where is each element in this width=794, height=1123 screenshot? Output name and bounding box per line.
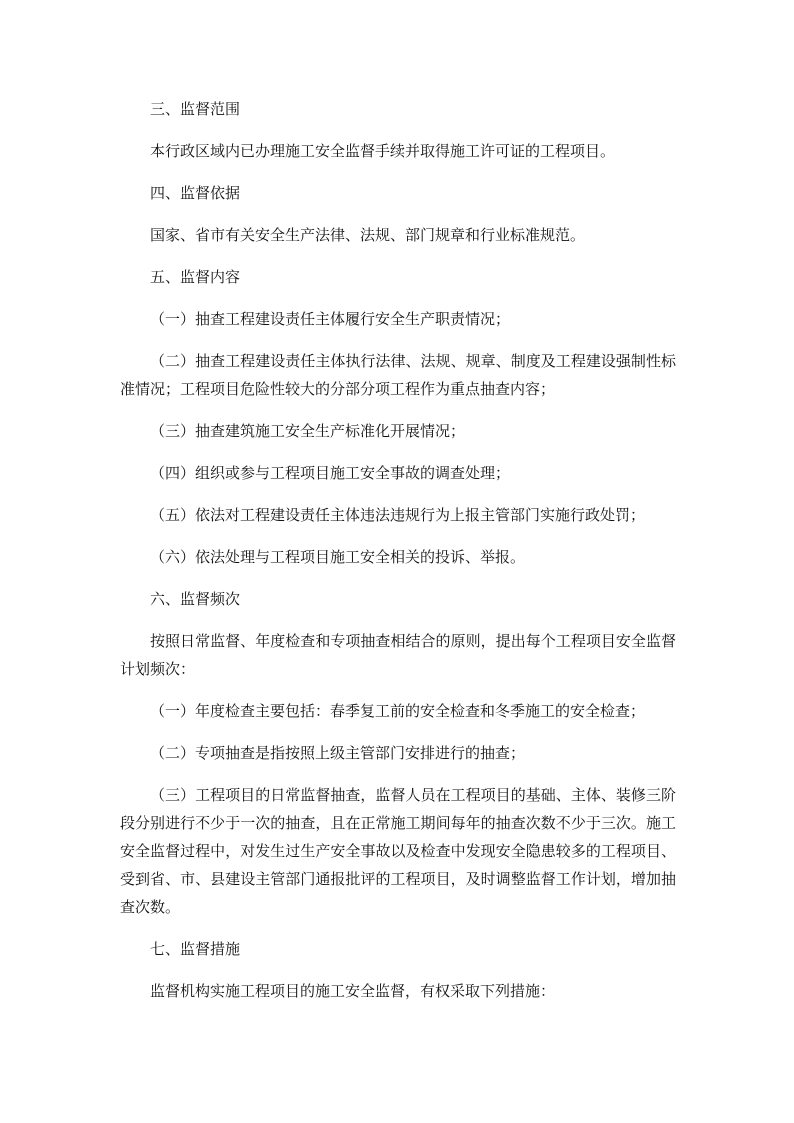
content-item-3: （三）抽查建筑施工安全生产标准化开展情况； bbox=[150, 422, 466, 440]
content-item-1: （一）抽查工程建设责任主体履行安全生产职责情况； bbox=[150, 310, 511, 328]
section-heading-measures: 七、监督措施 bbox=[150, 940, 241, 958]
document-body bbox=[120, 95, 676, 1019]
content-item-5: （五）依法对工程建设责任主体违法违规行为上报主管部门实施行政处罚； bbox=[150, 506, 646, 524]
section-heading-content: 五、监督内容 bbox=[150, 268, 241, 286]
content-item-6: （六）依法处理与工程项目施工安全相关的投诉、举报。 bbox=[150, 548, 526, 566]
paragraph-measures: 监督机构实施工程项目的施工安全监督，有权采取下列措施： bbox=[150, 982, 556, 1000]
section-heading-scope: 三、监督范围 bbox=[150, 100, 241, 118]
paragraph-basis: 国家、省市有关安全生产法律、法规、部门规章和行业标准规范。 bbox=[150, 226, 586, 244]
content-item-4: （四）组织或参与工程项目施工安全事故的调查处理； bbox=[150, 464, 511, 482]
frequency-item-2: （二）专项抽查是指按照上级主管部门安排进行的抽查； bbox=[150, 744, 526, 762]
frequency-item-3: （三）工程项目的日常监督抽查，监督人员在工程项目的基础、主体、装修三阶段分别进行不少于一次的抽查，且在正常施工期间每年的抽查次数不少于三次。施工安全监督过程中，对发生过生产安全事故以及检查中发现安全隐患较多的工程项目、受到省、市、县建设主管部门通报批评的工程项目，及时调整监督工作计划，增加抽查次数。 bbox=[120, 786, 676, 916]
section-heading-frequency: 六、监督频次 bbox=[150, 590, 241, 608]
section-heading-basis: 四、监督依据 bbox=[150, 184, 241, 202]
paragraph-frequency: 按照日常监督、年度检查和专项抽查相结合的原则，提出每个工程项目安全监督计划频次： bbox=[120, 632, 676, 678]
paragraph-scope: 本行政区域内已办理施工安全监督手续并取得施工许可证的工程项目。 bbox=[150, 142, 616, 160]
content-item-2: （二）抽查工程建设责任主体执行法律、法规、规章、制度及工程建设强制性标准情况；工程项目危险性较大的分部分项工程作为重点抽查内容； bbox=[120, 352, 676, 398]
frequency-item-1: （一）年度检查主要包括：春季复工前的安全检查和冬季施工的安全检查； bbox=[150, 702, 646, 720]
